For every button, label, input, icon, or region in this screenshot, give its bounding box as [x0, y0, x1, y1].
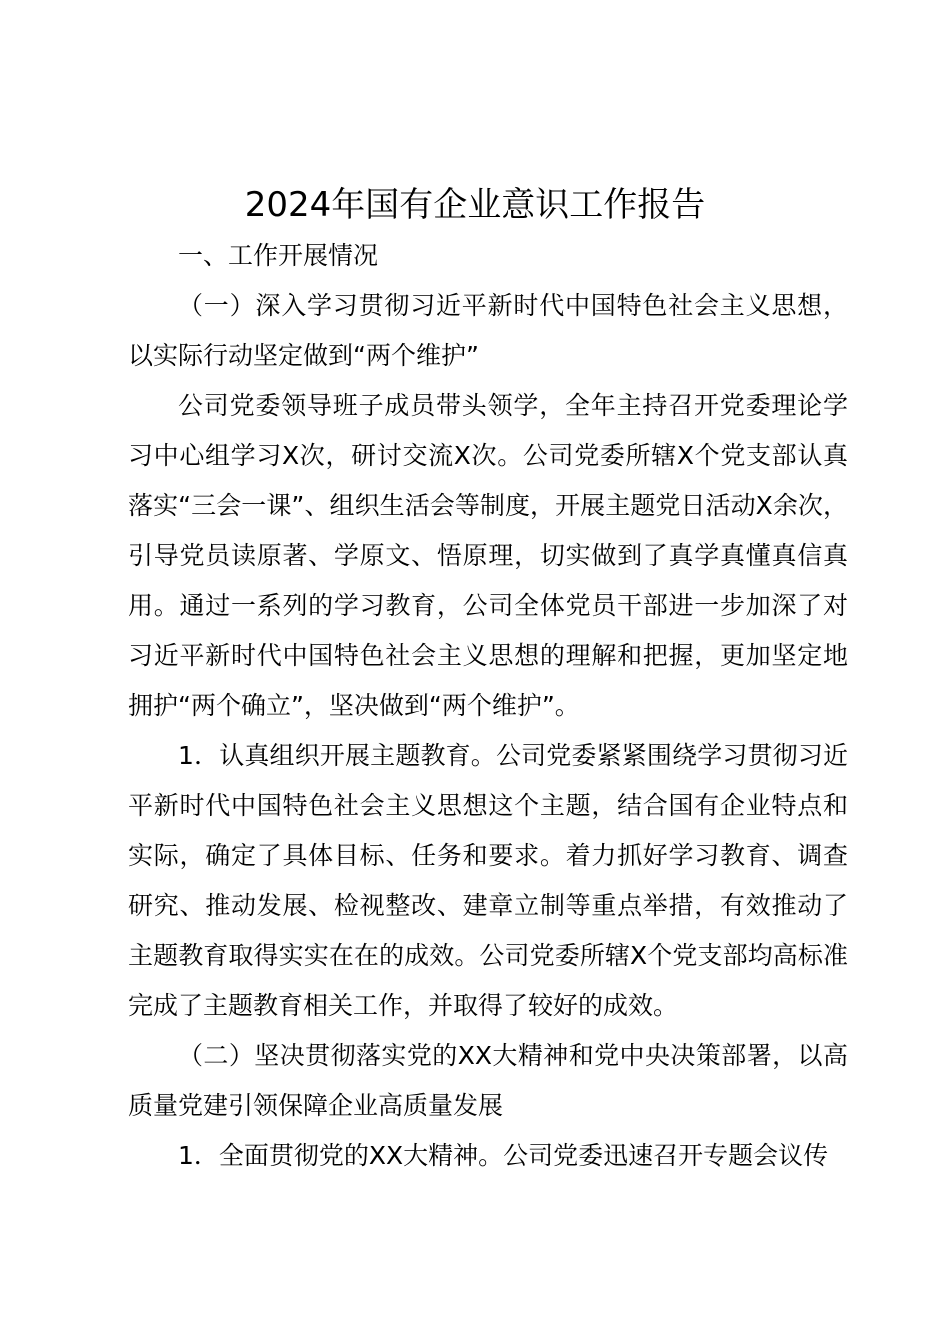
body-paragraph: 1．全面贯彻党的XX大精神。公司党委迅速召开专题会议传: [178, 1141, 829, 1170]
subsection-heading: （一）深入学习贯彻习近平新时代中国特色社会主义思想，以实际行动坚定做到“两个维护”: [128, 291, 848, 370]
subsection-heading: （二）坚决贯彻落实党的XX大精神和党中央决策部署，以高质量党建引领保障企业高质量发展: [128, 1041, 848, 1120]
body-paragraph: 公司党委领导班子成员带头领学，全年主持召开党委理论学习中心组学习X次，研讨交流X次。公司党委所辖X个党支部认真落实“三会一课”、组织生活会等制度，开展主题党日活动X余次，引导党员读原著、学原文、悟原理，切实做到了真学真懂真信真用。通过一系列的学习教育，公司全体党员干部进一步加深了对习近平新时代中国特色社会主义思想的理解和把握，更加坚定地拥护“两个确立”，坚决做到“两个维护”。: [128, 391, 848, 720]
section-heading: 一、工作开展情况: [178, 241, 379, 270]
document-title: 2024年国有企业意识工作报告: [244, 185, 706, 225]
body-paragraph: 1．认真组织开展主题教育。公司党委紧紧围绕学习贯彻习近平新时代中国特色社会主义思想这个主题，结合国有企业特点和实际，确定了具体目标、任务和要求。着力抓好学习教育、调查研究、推动发展、检视整改、建章立制等重点举措，有效推动了主题教育取得实实在在的成效。公司党委所辖X个党支部均高标准完成了主题教育相关工作，并取得了较好的成效。: [128, 741, 848, 1020]
document-body: [128, 231, 848, 1181]
